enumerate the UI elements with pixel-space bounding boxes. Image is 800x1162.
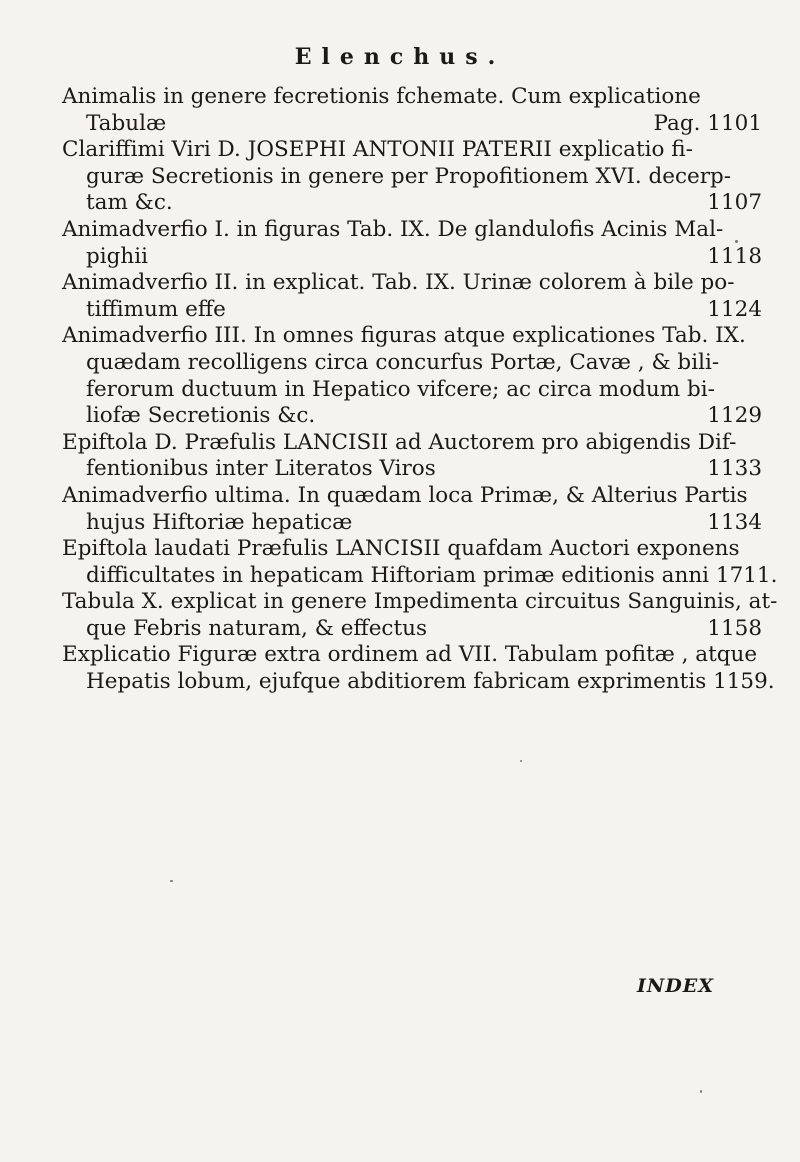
entry-line: Animadverfio ultima. In quædam loca Primæ, & Alterius Partis bbox=[62, 482, 748, 508]
entry-line: Hepatis lobum, ejufque abditiorem fabricam exprimentis 1159. bbox=[86, 669, 775, 695]
page-reference: 1107 bbox=[707, 190, 762, 216]
entry-line: difficultates in hepaticam Hiftoriam primæ editionis anni 1711. bbox=[86, 562, 778, 588]
contents-entry bbox=[62, 323, 762, 429]
contents-entry bbox=[62, 536, 778, 589]
entry-line: Epiftola D. Præfulis LANCISII ad Auctorem pro abigendis Dif- bbox=[62, 429, 737, 455]
contents-entry bbox=[62, 270, 762, 323]
entry-line: pighii bbox=[86, 243, 149, 269]
contents-list bbox=[62, 84, 778, 696]
entry-line: Tabula X. explicat in genere Impedimenta circuitus Sanguinis, at- bbox=[62, 589, 778, 615]
contents-entry bbox=[62, 483, 762, 536]
page-reference: 1134 bbox=[707, 509, 762, 535]
contents-entry bbox=[62, 430, 762, 483]
page-reference: 1124 bbox=[707, 296, 762, 322]
entry-line: Animadverfio I. in figuras Tab. IX. De glandulofis Acinis Mal- bbox=[62, 216, 724, 242]
entry-line: Animalis in genere fecretionis fchemate. Cum explicatione bbox=[62, 84, 701, 109]
entry-line: Tabulæ bbox=[86, 110, 167, 136]
entry-line: liofæ Secretionis &c. bbox=[86, 403, 316, 429]
running-header: Elenchus. bbox=[294, 44, 506, 70]
entry-line: Animadverfio II. in explicat. Tab. IX. Urinæ colorem à bile po- bbox=[62, 270, 735, 296]
entry-line: Animadverfio III. In omnes figuras atque explicationes Tab. IX. bbox=[62, 323, 746, 349]
page-reference: Pag. 1101 bbox=[653, 110, 762, 136]
entry-line: Explicatio Figuræ extra ordinem ad VII. Tabulam pofitæ , atque bbox=[62, 642, 758, 668]
entry-line: tiffimum effe bbox=[86, 296, 226, 322]
entry-line: fentionibus inter Literatos Viros bbox=[86, 456, 436, 482]
ink-speck bbox=[700, 1090, 702, 1093]
ink-speck bbox=[520, 760, 522, 762]
entry-line: ferorum ductuum in Hepatico vifcere; ac circa modum bi- bbox=[86, 376, 715, 402]
contents-entry bbox=[62, 642, 775, 695]
catchword: INDEX bbox=[637, 975, 714, 997]
page-reference: 1118 bbox=[707, 243, 762, 269]
ink-speck bbox=[735, 240, 738, 243]
page-reference: 1158 bbox=[707, 615, 762, 641]
contents-entry bbox=[62, 84, 762, 137]
page-reference: 1129 bbox=[707, 403, 762, 429]
page-reference: 1133 bbox=[707, 456, 762, 482]
contents-entry bbox=[62, 137, 762, 217]
entry-line: hujus Hiftoriæ hepaticæ bbox=[86, 509, 353, 535]
entry-line: guræ Secretionis in genere per Propofitionem XVI. decerp- bbox=[86, 163, 732, 189]
contents-entry bbox=[62, 589, 778, 642]
entry-line: tam &c. bbox=[86, 190, 173, 216]
entry-line: quædam recolligens circa concurfus Portæ, Cavæ , & bili- bbox=[86, 349, 720, 375]
entry-line: que Febris naturam, & effectus bbox=[86, 615, 427, 641]
ink-speck bbox=[170, 880, 173, 882]
entry-line: Clariffimi Viri D. JOSEPHI ANTONII PATERII explicatio fi- bbox=[62, 137, 693, 163]
contents-entry bbox=[62, 217, 762, 270]
entry-line: Epiftola laudati Præfulis LANCISII quafdam Auctori exponens bbox=[62, 536, 740, 562]
